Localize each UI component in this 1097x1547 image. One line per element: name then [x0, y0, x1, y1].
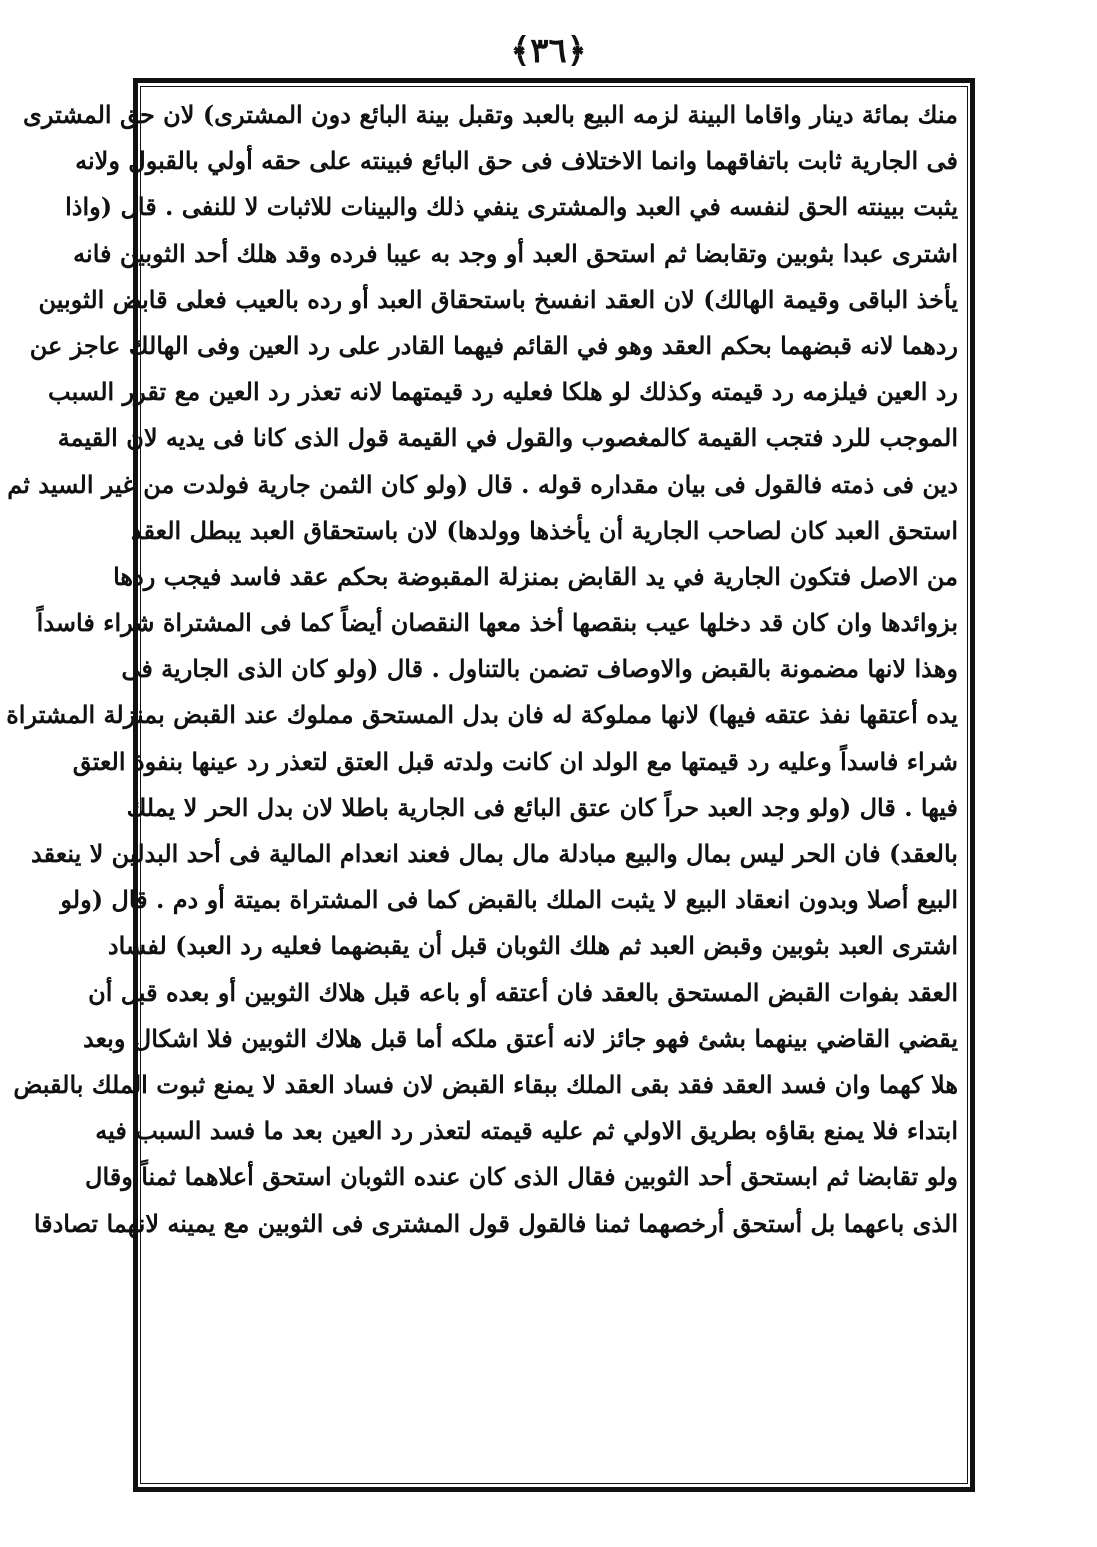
- text-line: ولو تقابضا ثم ابستحق أحد الثوبين فقال الذى كان عنده الثوبان استحق أعلاهما ثمناً وقال: [85, 1162, 958, 1192]
- text-line: من الاصل فتكون الجارية في يد القابض بمنزلة المقبوضة بحكم عقد فاسد فيجب ردها: [113, 561, 958, 591]
- text-line: ردهما لانه قبضهما بحكم العقد وهو في القائم فيهما القادر على رد العين وفى الهالك عاجز عن: [29, 330, 958, 360]
- text-line: البيع أصلا وبدون انعقاد البيع لا يثبت الملك بالقبض كما فى المشتراة بميتة أو دم . قال (ولو: [60, 885, 958, 915]
- text-line: الذى باعهما بل أستحق أرخصهما ثمنا فالقول قول المشترى فى الثوبين مع يمينه لانهما تصادقا: [33, 1208, 958, 1238]
- text-line: بالعقد) فان الحر ليس بمال والبيع مبادلة مال بمال فعند انعدام المالية فى أحد البدلين لا ينعقد: [31, 839, 958, 868]
- text-line: فى الجارية ثابت باتفاقهما وانما الاختلاف فى حق البائع فبينته على حقه أولي بالقبول ولانه: [75, 146, 958, 176]
- text-line: يقضي القاضي بينهما بشئ فهو جائز لانه أعتق ملكه أما قبل هلاك الثوبين فلا اشكال وبعد: [82, 1023, 958, 1053]
- text-line: وهذا لانها مضمونة بالقبض والاوصاف تضمن بالتناول . قال (ولو كان الذى الجارية فى: [121, 654, 958, 684]
- text-line: يثبت ببينته الحق لنفسه في العبد والمشترى ينفي ذلك والبينات للاثبات لا للنفى . قال (واذا: [65, 192, 958, 222]
- text-block: [6, 92, 958, 1480]
- text-line: دين فى ذمته فالقول فى بيان مقداره قوله . قال (ولو كان الثمن جارية فولدت من غير السيد ثم: [7, 469, 958, 499]
- text-line: شراء فاسداً وعليه رد قيمتها مع الولد ان كانت ولدته قبل العتق لتعذر رد عينها بنفوذ العتق: [72, 746, 958, 776]
- text-line: الموجب للرد فتجب القيمة كالمغصوب والقول في القيمة قول الذى كانا فى يديه لان القيمة: [57, 423, 958, 453]
- text-line: هلا كهما وان فسد العقد فقد بقى الملك ببقاء القبض لان فساد العقد لا يمنع ثبوت الملك بالقبض: [13, 1069, 958, 1099]
- text-line: رد العين فيلزمه رد قيمته وكذلك لو هلكا فعليه رد قيمتهما لانه تعذر رد العين مع تقرر السبب: [48, 377, 958, 407]
- text-line: العقد بفوات القبض المستحق بالعقد فان أعتقه أو باعه قبل هلاك الثوبين أو بعده قبل أن: [88, 977, 958, 1007]
- text-line: اشترى عبدا بثوبين وتقابضا ثم استحق العبد أو وجد به عيبا فرده وقد هلك أحد الثوبين فانه: [73, 238, 958, 268]
- text-line: [150, 1247, 958, 1293]
- page-number: ﴿٣٦﴾: [510, 31, 587, 71]
- text-line: يأخذ الباقى وقيمة الهالك) لان العقد انفسخ باستحقاق العبد أو رده بالعيب فعلى قابض الثوبين: [38, 284, 958, 314]
- text-line: [150, 1339, 958, 1385]
- text-line: ابتداء فلا يمنع بقاؤه بطريق الاولي ثم عليه قيمته لتعذر رد العين بعد ما فسد السبب فيه: [95, 1116, 958, 1146]
- text-line: فيها . قال (ولو وجد العبد حراً كان عتق البائع فى الجارية باطلا لان بدل الحر لا يملك: [126, 792, 958, 822]
- text-line: يده أعتقها نفذ عتقه فيها) لانها مملوكة له فان بدل المستحق مملوك عند القبض بمنزلة المشتراة: [6, 700, 958, 730]
- text-line: بزوائدها وان كان قد دخلها عيب بنقصها أخذ معها النقصان أيضاً كما فى المشتراة شراء فاسداً: [36, 608, 958, 638]
- text-line: منك بمائة دينار واقاما البينة لزمه البيع بالعبد وتقبل بينة البائع دون المشترى) لان حق المشترى: [23, 100, 958, 129]
- text-line: [150, 1385, 958, 1431]
- text-line: استحق العبد كان لصاحب الجارية أن يأخذها وولدها) لان باستحقاق العبد يبطل العقد: [130, 515, 958, 545]
- text-line: اشترى العبد بثوبين وقبض العبد ثم هلك الثوبان قبل أن يقبضهما فعليه رد العبد) لفساد: [107, 931, 958, 961]
- text-line: [150, 1293, 958, 1339]
